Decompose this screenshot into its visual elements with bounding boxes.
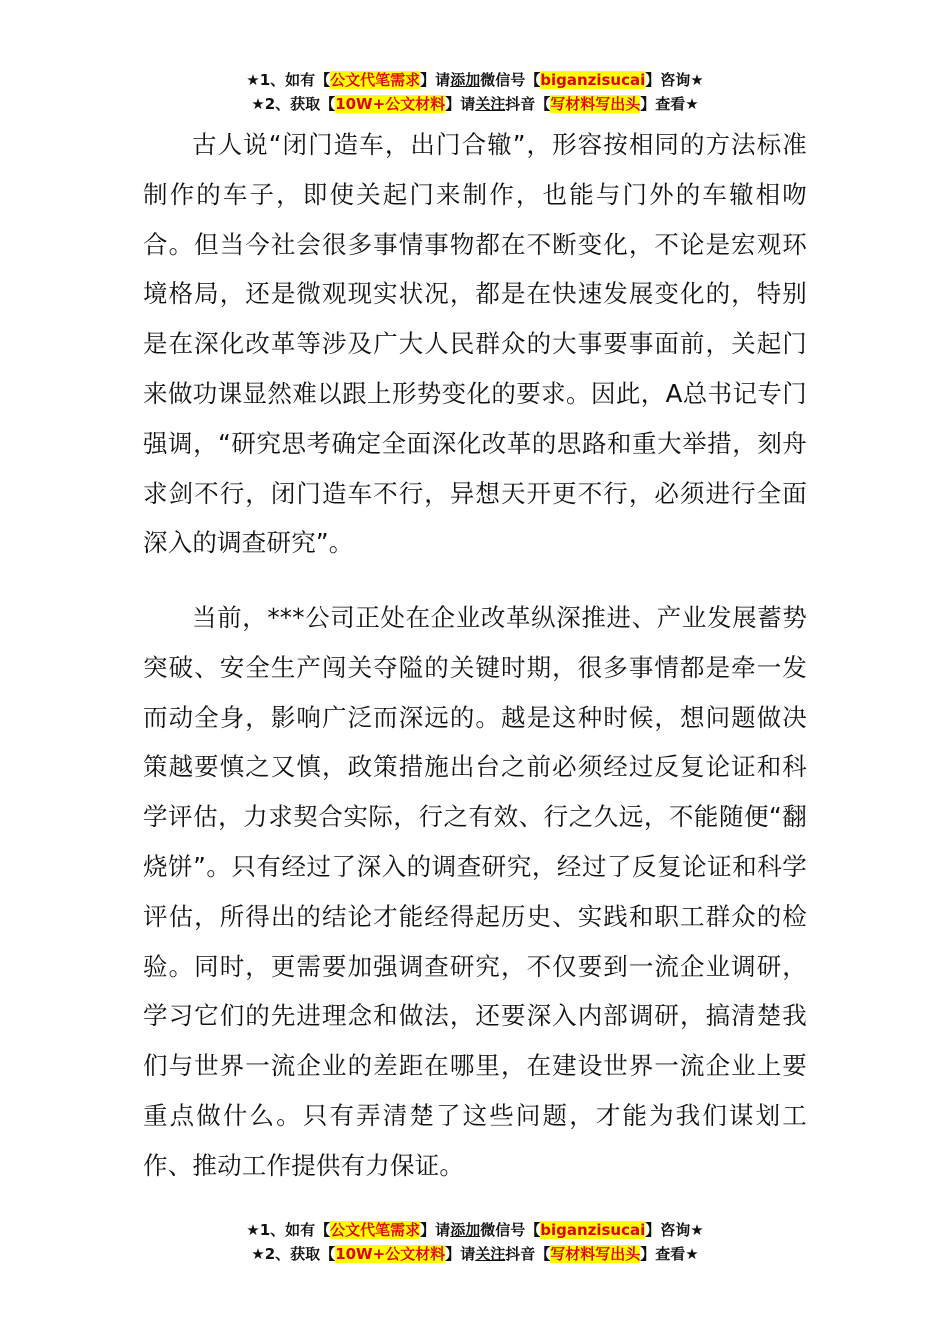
paragraph: 古人说“闭门造车，出门合辙”，形容按相同的方法标准制作的车子，即使关起门来制作，也能与门外的车辙相吻合。但当今社会很多事情事物都在不断变化，不论是宏观环境格局，还是微观现实状况，都是在快速发展变化的，特别是在深化改革等涉及广大人民群众的大事要事面前，关起门来做功课显然难以跟上形势变化的要求。因此，A总书记专门强调，“研究思考确定全面深化改革的思路和重大举措，刻舟求剑不行，闭门造车不行，异想天开更不行，必须进行全面深入的调查研究”。: [143, 130, 807, 558]
document-body-1: [143, 120, 807, 568]
footer-banner-line-1: ★1、如有【公文代笔需求】请添加微信号【biganzisucai】咨询★: [246, 1221, 704, 1239]
footer-banner: [0, 1218, 950, 1266]
douyin-account-highlight: 写材料写出头: [550, 95, 641, 113]
wechat-id-highlight: biganzisucai: [540, 71, 646, 89]
header-banner: [0, 68, 950, 116]
paragraph: 当前，***公司正处在企业改革纵深推进、产业发展蓄势突破、安全生产闯关夺隘的关键时期，很多事情都是牵一发而动全身，影响广泛而深远的。越是这种时候，想问题做决策越要慎之又慎，政策措施出台之前必须经过反复论证和科学评估，力求契合实际，行之有效、行之久远，不能随便“翻烧饼”。只有经过了深入的调查研究，经过了反复论证和科学评估，所得出的结论才能经得起历史、实践和职工群众的检验。同时，更需要加强调查研究，不仅要到一流企业调研，学习它们的先进理念和做法，还要深入内部调研，搞清楚我们与世界一流企业的差距在哪里，在建设世界一流企业上要重点做什么。只有弄清楚了这些问题，才能为我们谋划工作、推动工作提供有力保证。: [143, 603, 807, 1180]
document-body-2: [143, 593, 807, 1191]
wechat-id-highlight: biganzisucai: [540, 1221, 646, 1239]
materials-highlight: 10W+公文材料: [335, 95, 446, 113]
materials-highlight: 10W+公文材料: [335, 1245, 446, 1263]
header-banner-line-2: ★2、获取【10W+公文材料】请关注抖音【写材料写出头】查看★: [251, 95, 699, 113]
ghostwriting-highlight: 公文代笔需求: [330, 71, 421, 89]
douyin-account-highlight: 写材料写出头: [550, 1245, 641, 1263]
ghostwriting-highlight: 公文代笔需求: [330, 1221, 421, 1239]
footer-banner-line-2: ★2、获取【10W+公文材料】请关注抖音【写材料写出头】查看★: [251, 1245, 699, 1263]
header-banner-line-1: ★1、如有【公文代笔需求】请添加微信号【biganzisucai】咨询★: [246, 71, 704, 89]
